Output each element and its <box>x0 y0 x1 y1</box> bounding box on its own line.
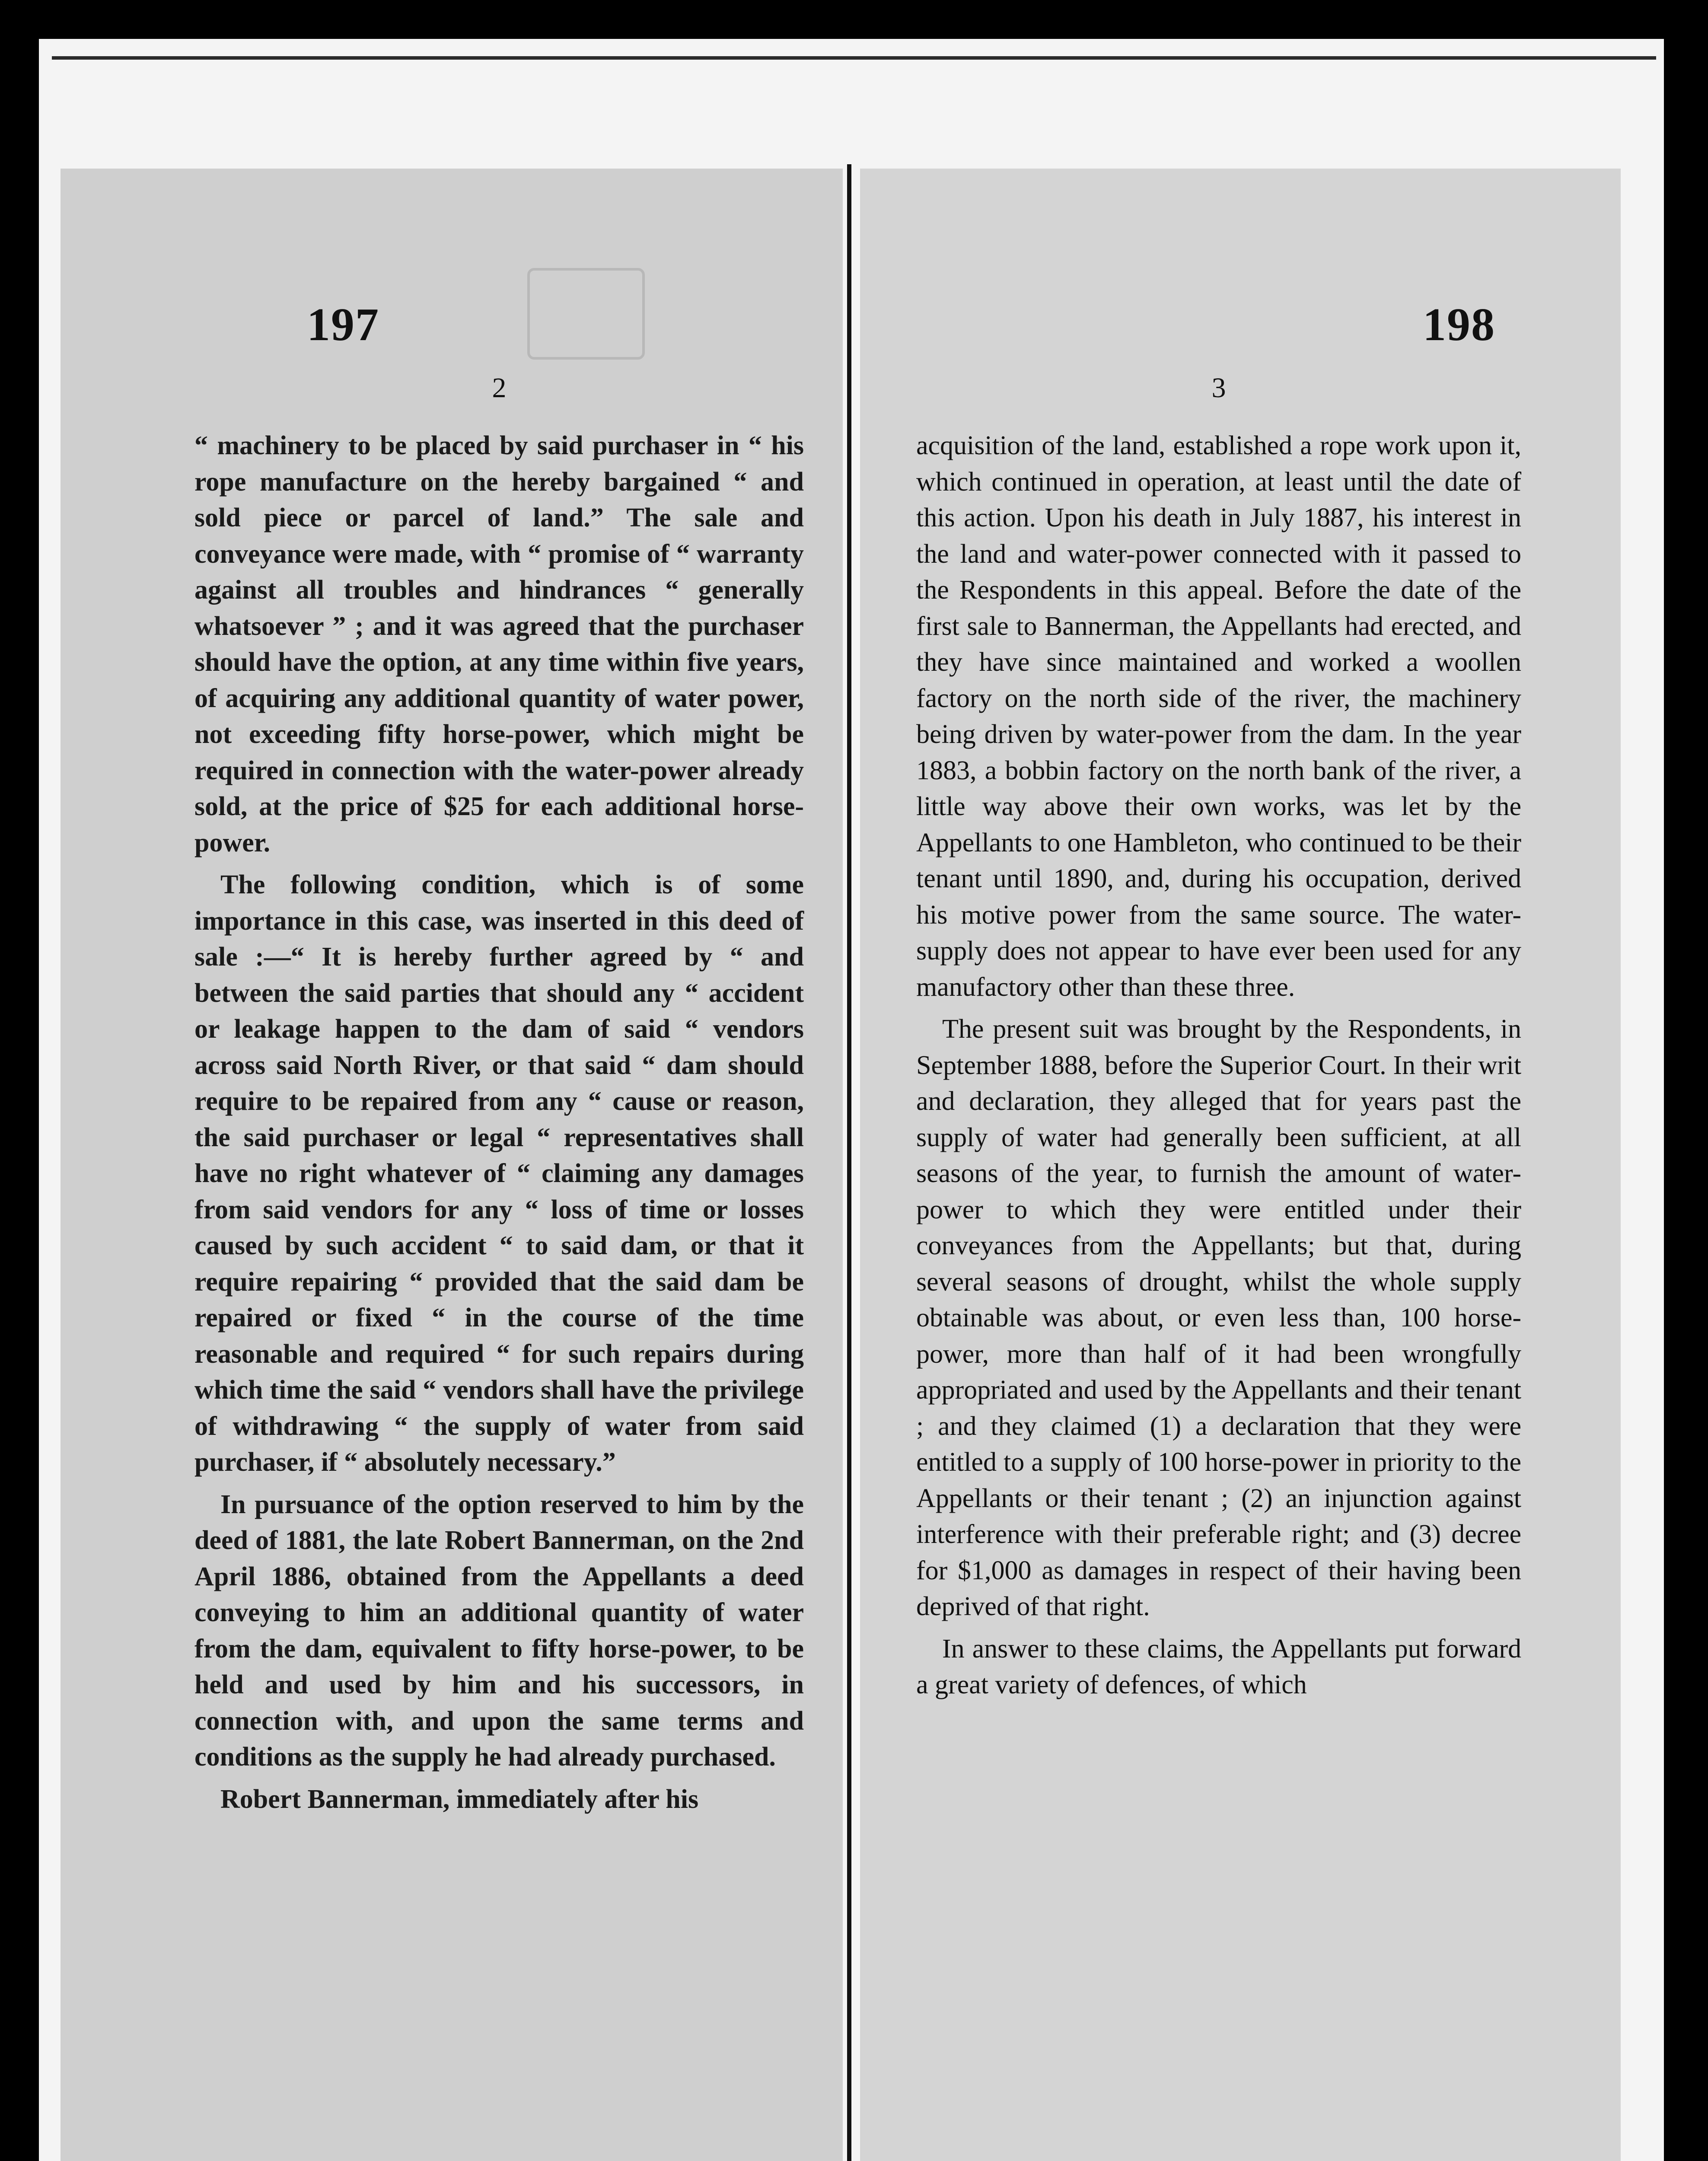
paragraph: Robert Bannerman, immediately after his <box>220 1784 699 1814</box>
frame-top-rule <box>52 56 1656 60</box>
left-page-text <box>194 428 804 1817</box>
right-page-text <box>916 428 1521 1703</box>
page-number: 3 <box>1211 372 1226 404</box>
center-fold <box>847 164 851 2161</box>
paragraph: acquisition of the land, established a rope work upon it, which continued in operation, at least until the date of this action. Upon his death in July 1887, his interest in the land and water-power connected with it passed to the Respondents in this appeal. Before the date of the first sale to Bannerman, the Appellants had erected, and they have since maintained and worked a woollen factory on the north side of the river, the machinery being driven by water-power from the dam. In the year 1883, a bobbin factory on the north bank of the river, a little way above their own works, was let by the Appellants to one Hambleton, who continued to be their tenant until 1890, and, during his occupation, derived his motive power from the same source. The water-supply does not appear to have ever been used for any manufactory other than these three. <box>916 431 1521 1002</box>
left-page <box>194 298 804 1823</box>
page-number: 2 <box>492 372 507 404</box>
right-page <box>916 298 1521 1709</box>
folio-number: 198 <box>1423 299 1495 351</box>
folio-number: 197 <box>307 299 379 351</box>
paragraph: In pursuance of the option reserved to him by the deed of 1881, the late Robert Bannerman, on the 2nd April 1886, obtained from the Appellants a deed conveying to him an additional quantity of water from the dam, equivalent to fifty horse-power, to be held and used by him and his successors, in connection with, and upon the same terms and conditions as the supply he had already purchased. <box>194 1489 804 1772</box>
paragraph: The following condition, which is of some importance in this case, was inserted in this deed of sale :—“ It is hereby further agreed by “ and between the said parties that should any “ accident or leakage happen to the dam of said “ vendors across said North River, or that said “ dam should require to be repaired from any “ cause or reason, the said purchaser or legal “ representatives shall have no right whatever of “ claiming any damages from said vendors for any “ loss of time or losses caused by such accident “ to said dam, or that it require repairing “ provided that the said dam be repaired or fixed “ in the course of the time reasonable and required “ for such repairs during which time the said “ vendors shall have the privilege of withdrawing “ the supply of water from said purchaser, if “ absolutely necessary.” <box>194 870 804 1477</box>
paragraph: “ machinery to be placed by said purchaser in “ his rope manufacture on the hereby bargained “ and sold piece or parcel of land.” The sale and conveyance were made, with “ promise of “ warranty against all troubles and hindrances “ generally whatsoever ” ; and it was agreed that the purchaser should have the option, at any time within five years, of acquiring any additional quantity of water power, not exceeding fifty horse-power, which might be required in connection with the water-power already sold, at the price of $25 for each additional horse-power. <box>194 431 804 857</box>
paragraph: The present suit was brought by the Respondents, in September 1888, before the Superior Court. In their writ and declaration, they alleged that for years past the supply of water had generally been sufficient, at all seasons of the year, to furnish the amount of water-power to which they were entitled under their conveyances from the Appellants; but that, during several seasons of drought, whilst the whole supply obtainable was about, or even less than, 100 horse-power, more than half of it had been wrongfully appropriated and used by the Appellants and their tenant ; and they claimed (1) a declaration that they were entitled to a supply of 100 horse-power in priority to the Appellants or their tenant ; (2) an injunction against interference with their preferable right; and (3) decree for $1,000 as damages in respect of their having been deprived of that right. <box>916 1014 1521 1621</box>
paragraph: In answer to these claims, the Appellants put forward a great variety of defences, of which <box>916 1634 1521 1699</box>
